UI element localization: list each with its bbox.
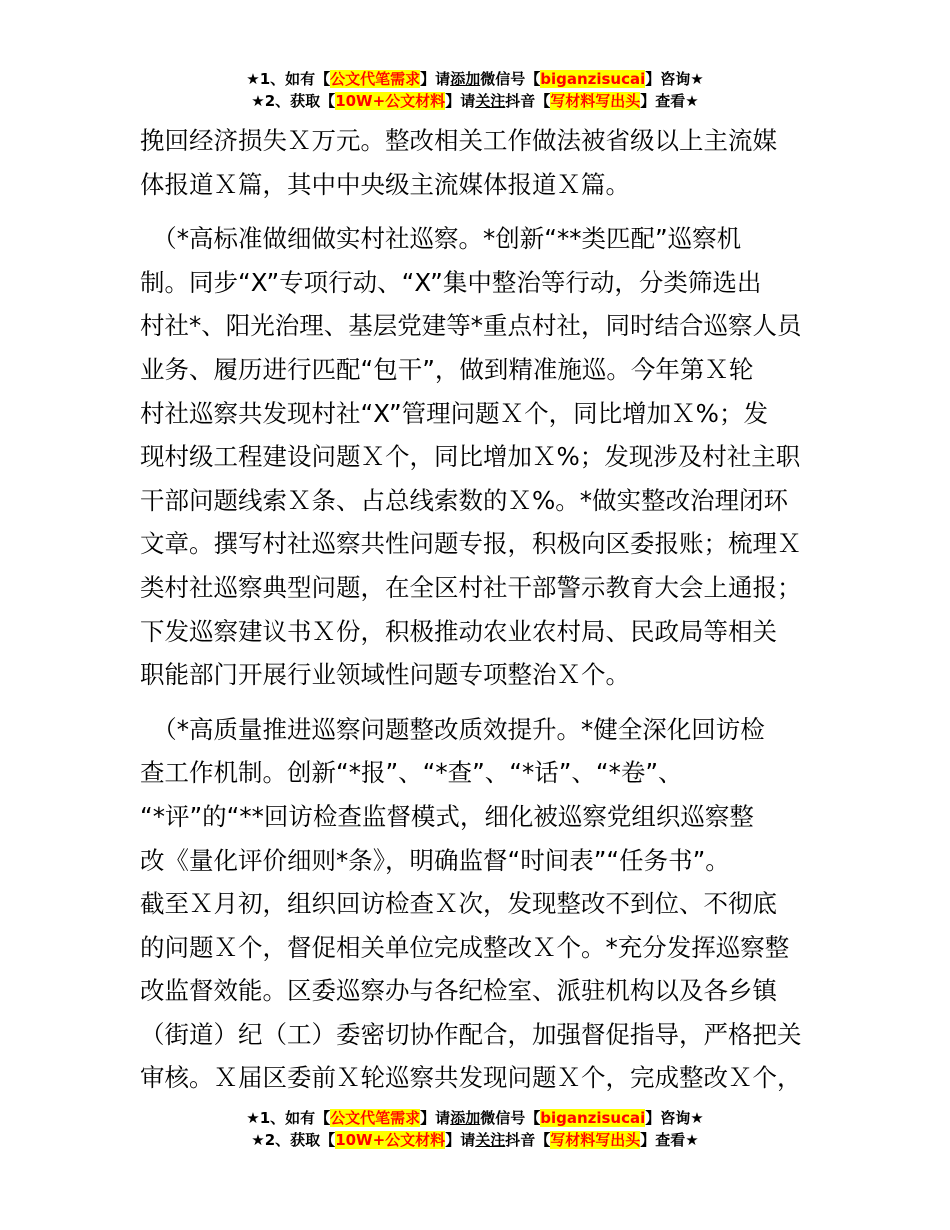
- banner-text: 微信号【: [480, 70, 541, 88]
- text-line: 改监督效能。区委巡察办与各纪检室、派驻机构以及各乡镇: [140, 976, 777, 1006]
- text-line: 制。同步“X”专项行动、“X”集中整治等行动，分类筛选出: [140, 267, 762, 297]
- highlight-text: 公文代笔需求: [330, 1109, 421, 1127]
- highlight-text: 10W+公文材料: [335, 1131, 446, 1149]
- text-line: 村社*、阳光治理、基层党建等*重点村社，同时结合巡察人员: [140, 311, 802, 341]
- paragraph: [140, 119, 815, 206]
- text-line: 改《量化评价细则*条》，明确监督“时间表”“任务书”。: [140, 845, 730, 875]
- banner-text: 抖音【: [505, 1131, 551, 1149]
- highlight-text: biganzisucai: [540, 1109, 646, 1127]
- text-line: 下发巡察建议书Ｘ份，积极推动农业农村局、民政局等相关: [140, 616, 777, 646]
- text-line: 体报道Ｘ篇，其中中央级主流媒体报道Ｘ篇。: [140, 169, 630, 199]
- document-body: [140, 119, 815, 1100]
- paragraph: [140, 708, 815, 1100]
- text-line: （街道）纪（工）委密切协作配合，加强督促指导，严格把关: [140, 1019, 802, 1049]
- text-line: 审核。Ｘ届区委前Ｘ轮巡察共发现问题Ｘ个，完成整改Ｘ个，: [140, 1063, 802, 1093]
- text-line: 职能部门开展行业领域性问题专项整治Ｘ个。: [140, 660, 630, 690]
- banner-text: ★1、如有【: [246, 70, 331, 88]
- banner-text: ★1、如有【: [246, 1109, 331, 1127]
- banner-text: 】查看★: [640, 92, 699, 110]
- banner-text: 】咨询★: [645, 70, 704, 88]
- text-line: （*高标准做细做实村社巡察。*创新“**类匹配”巡察机: [140, 224, 742, 254]
- banner-text: 】请: [445, 92, 476, 110]
- text-line: 挽回经济损失Ｘ万元。整改相关工作做法被省级以上主流媒: [140, 126, 777, 155]
- banner-line-2: [0, 90, 950, 112]
- banner-text: 微信号【: [480, 1109, 541, 1127]
- highlight-text: 公文代笔需求: [330, 70, 421, 88]
- banner-text: ★2、获取【: [251, 1131, 336, 1149]
- banner-text: 抖音【: [505, 92, 551, 110]
- banner-text: 】咨询★: [645, 1109, 704, 1127]
- header-banner: [0, 68, 950, 112]
- banner-text: 】请: [420, 1109, 451, 1127]
- text-line: （*高质量推进巡察问题整改质效提升。*健全深化回访检: [140, 714, 765, 744]
- text-line: 截至Ｘ月初，组织回访检查Ｘ次，发现整改不到位、不彻底: [140, 889, 777, 919]
- banner-text: ★2、获取【: [251, 92, 336, 110]
- highlight-text: biganzisucai: [540, 70, 646, 88]
- text-line: 类村社巡察典型问题，在全区村社干部警示教育大会上通报；: [140, 572, 802, 602]
- banner-text: 】请: [420, 70, 451, 88]
- underlined-text: 关注: [475, 1131, 506, 1149]
- banner-line-2: [0, 1129, 950, 1151]
- banner-text: 】查看★: [640, 1131, 699, 1149]
- text-line: 业务、履历进行匹配“包干”，做到精准施巡。今年第Ｘ轮: [140, 354, 754, 384]
- footer-banner: [0, 1107, 950, 1151]
- text-line: 村社巡察共发现村社“X”管理问题Ｘ个，同比增加Ｘ%；发: [140, 398, 768, 428]
- text-line: 的问题Ｘ个，督促相关单位完成整改Ｘ个。*充分发挥巡察整: [140, 932, 790, 962]
- text-line: 现村级工程建设问题Ｘ个，同比增加Ｘ%；发现涉及村社主职: [140, 442, 801, 472]
- banner-line-1: [0, 1107, 950, 1129]
- underlined-text: 添加: [450, 1109, 481, 1127]
- highlight-text: 10W+公文材料: [335, 92, 446, 110]
- text-line: “*评”的“**回访检查监督模式，细化被巡察党组织巡察整: [140, 801, 754, 831]
- highlight-text: 写材料写出头: [550, 92, 641, 110]
- text-line: 查工作机制。创新“*报”、“*查”、“*话”、“*卷”、: [140, 758, 683, 788]
- text-line: 干部问题线索Ｘ条、占总线索数的Ｘ%。*做实整改治理闭环: [140, 485, 789, 515]
- banner-line-1: [0, 68, 950, 90]
- paragraph: [140, 217, 815, 697]
- underlined-text: 关注: [475, 92, 506, 110]
- text-line: 文章。撰写村社巡察共性问题专报，积极向区委报账；梳理Ｘ: [140, 529, 802, 559]
- banner-text: 】请: [445, 1131, 476, 1149]
- underlined-text: 添加: [450, 70, 481, 88]
- highlight-text: 写材料写出头: [550, 1131, 641, 1149]
